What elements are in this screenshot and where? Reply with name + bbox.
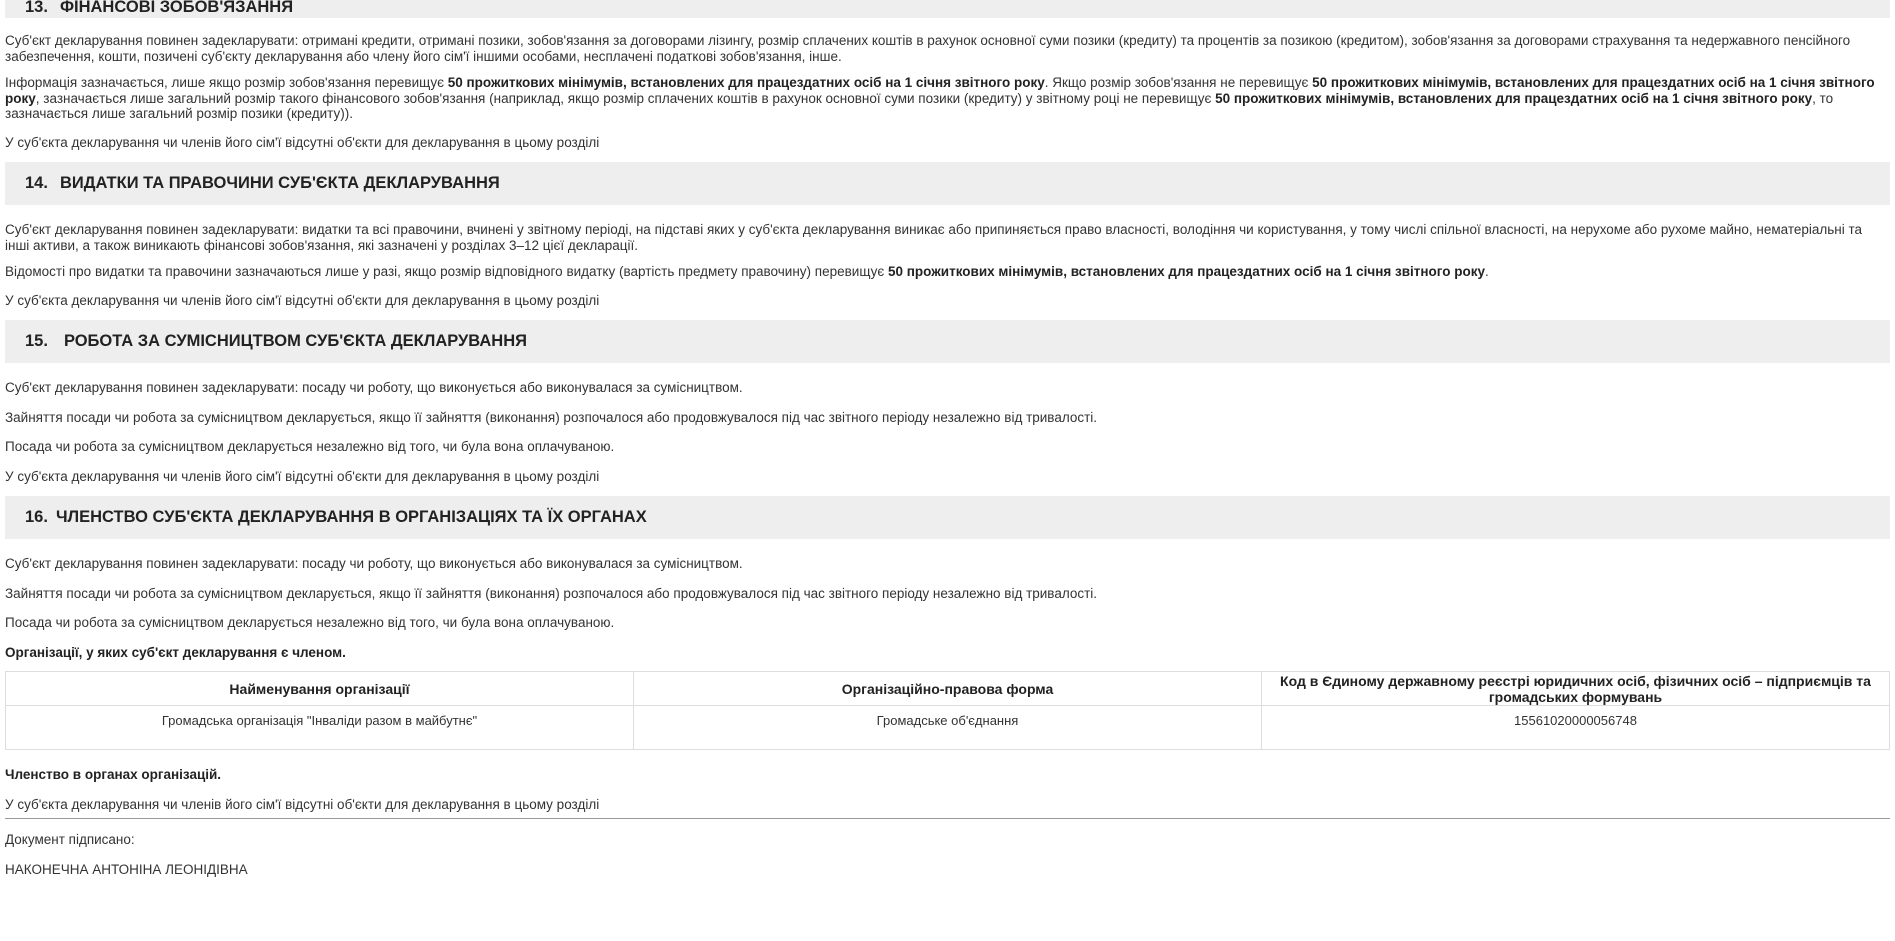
section-14-intro: Суб'єкт декларування повинен задекларувати: видатки та всі правочини, вчинені у звітному періоді, на підставі яких у суб'єкта декларування виникає або припиняється право власності, володіння чи користування, у тому числі спільної власності, на нерухоме або рухоме майно, нематеріальні та інші активи, а також виникають фінансові зобов'язання, які зазначені у розділах 3–12 цієї декларації. (5, 222, 1863, 253)
section-16-line-2: Зайняття посади чи робота за сумісництвом декларується, якщо її зайняття (виконання) розпочалося або продовжувалося під час звітного періоду незалежно від тривалості. (5, 585, 1098, 601)
section-15-line-3: Посада чи робота за сумісництвом декларується незалежно від того, чи була вона оплачуваною. (5, 439, 615, 455)
section-14-absent-note: У суб'єкта декларування чи членів його сім'ї відсутні об'єкти для декларування в цьому розділі (5, 292, 600, 308)
cell-legal-form: Громадське об'єднання (634, 706, 1262, 750)
table-header-row (6, 672, 1890, 706)
section-15-line-1: Суб'єкт декларування повинен задекларувати: посаду чи роботу, що виконується або виконувалася за сумісництвом. (5, 380, 743, 396)
section-13-number: 13. (25, 0, 48, 16)
table-row (6, 706, 1890, 750)
section-14-info-text-2: . (1484, 264, 1489, 280)
section-13-title: ФІНАНСОВІ ЗОБОВ'ЯЗАННЯ (59, 0, 294, 16)
column-header-legal-form: Організаційно-правова форма (634, 672, 1262, 706)
cell-org-name: Громадська організація "Інваліди разом в майбутнє" (6, 706, 634, 750)
section-14-header (5, 162, 1890, 205)
section-14-info-text-1: Відомості про видатки та правочини зазначаються лише у разі, якщо розмір відповідного видатку (вартість предмету правочину) перевищує (5, 264, 888, 280)
section-13-info (5, 75, 1885, 122)
section-13-intro: Суб'єкт декларування повинен задекларувати: отримані кредити, отримані позики, зобов'язання за договорами лізингу, розмір сплачених коштів в рахунок основної суми позики (кредиту) та процентів за позикою (кредитом), зобов'язання за договорами страхування та недержавного пенсійного забезпечення, кошти, позичені суб'єкту декларування або члену його сім'ї іншими особами, несплачені податкові зобов'язання, інше. (5, 33, 1851, 64)
section-13-header (5, 0, 1890, 18)
footer-divider (5, 818, 1890, 819)
section-15-number: 15. (25, 332, 48, 351)
bodies-membership-heading: Членство в органах організацій. (5, 767, 222, 783)
signed-label: Документ підписано: (5, 832, 135, 848)
organizations-table (5, 671, 1890, 750)
section-13-absent-note: У суб'єкта декларування чи членів його сім'ї відсутні об'єкти для декларування в цьому розділі (5, 134, 600, 150)
column-header-org-name: Найменування організації (6, 672, 634, 706)
section-13-info-bold-2: 50 прожиткових мінімумів, встановлених для працездатних осіб на 1 січня звітного року (5, 75, 1875, 106)
organizations-heading: Організації, у яких суб'єкт декларування є членом. (5, 644, 346, 660)
section-13-info-text-3: , зазначається лише загальний розмір такого фінансового зобов'язання (наприклад, якщо розмір сплачених коштів в рахунок основної суми позики (кредиту) у звітному році не перевищує (35, 90, 1216, 106)
section-16-number: 16. (25, 508, 48, 527)
section-13-info-text-4: , то зазначається лише загальний розмір позики (кредиту)). (5, 90, 1834, 122)
section-15-header (5, 320, 1890, 363)
section-16-title: ЧЛЕНСТВО СУБ'ЄКТА ДЕКЛАРУВАННЯ В ОРГАНІЗАЦІЯХ ТА ЇХ ОРГАНАХ (55, 508, 647, 527)
section-13-info-text-2: . Якщо розмір зобов'язання не перевищує (1044, 75, 1313, 91)
column-header-registry-code: Код в Єдиному державному реєстрі юридичних осіб, фізичних осіб – підприємців та громадських формувань (1262, 672, 1890, 706)
section-16-header (5, 496, 1890, 539)
section-13-info-bold-3: 50 прожиткових мінімумів, встановлених для працездатних осіб на 1 січня звітного року (1215, 90, 1813, 106)
section-16-line-1: Суб'єкт декларування повинен задекларувати: посаду чи роботу, що виконується або виконувалася за сумісництвом. (5, 556, 743, 572)
section-14-number: 14. (25, 174, 48, 193)
section-15-absent-note: У суб'єкта декларування чи членів його сім'ї відсутні об'єкти для декларування в цьому розділі (5, 468, 600, 484)
section-15-title: РОБОТА ЗА СУМІСНИЦТВОМ СУБ'ЄКТА ДЕКЛАРУВАННЯ (63, 332, 527, 351)
section-16-line-3: Посада чи робота за сумісництвом декларується незалежно від того, чи була вона оплачуваною. (5, 615, 615, 631)
section-16-absent-note: У суб'єкта декларування чи членів його сім'ї відсутні об'єкти для декларування в цьому розділі (5, 796, 600, 812)
section-14-info-bold-1: 50 прожиткових мінімумів, встановлених для працездатних осіб на 1 січня звітного року (887, 264, 1485, 280)
section-14-info (5, 264, 1885, 280)
section-13-info-bold-1: 50 прожиткових мінімумів, встановлених для працездатних осіб на 1 січня звітного року (447, 75, 1045, 91)
section-15-line-2: Зайняття посади чи робота за сумісництвом декларується, якщо її зайняття (виконання) розпочалося або продовжувалося під час звітного періоду незалежно від тривалості. (5, 409, 1098, 425)
section-14-title: ВИДАТКИ ТА ПРАВОЧИНИ СУБ'ЄКТА ДЕКЛАРУВАННЯ (59, 174, 500, 193)
cell-registry-code: 15561020000056748 (1262, 706, 1890, 750)
section-13-info-text-1: Інформація зазначається, лише якщо розмір зобов'язання перевищує (5, 75, 448, 91)
signer-name: НАКОНЕЧНА АНТОНІНА ЛЕОНІДІВНА (5, 861, 248, 877)
